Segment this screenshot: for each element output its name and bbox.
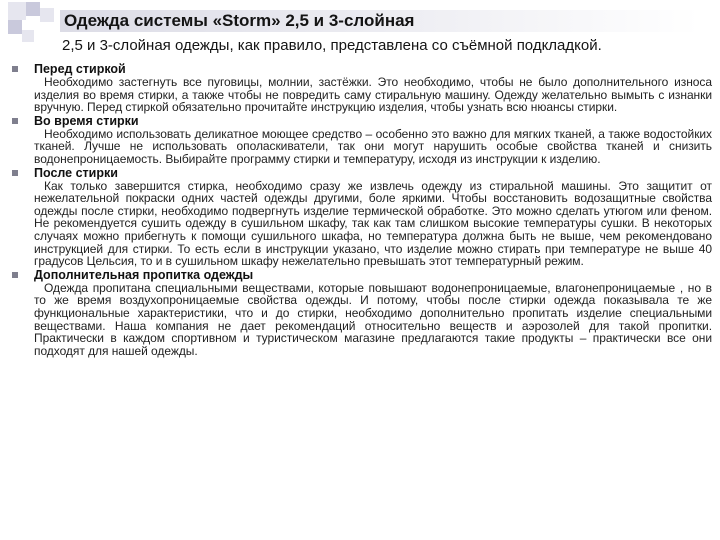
decor-square	[40, 8, 54, 22]
decor-square	[8, 2, 26, 20]
section-after-wash	[12, 166, 712, 268]
decor-square	[22, 30, 34, 42]
section-text: Необходимо использовать деликатное моющее средство – особенно это важно для мягких тканей, а также водостойких тканей. Лучше не использовать ополаскиватели, так они могут нарушить особые свойства тканей и снизить водонепроницаемость. Выбирайте программу стирки и температуру, исходя из инструкции к изделию.	[34, 126, 712, 166]
bullet-square-icon	[12, 66, 18, 72]
section-heading: После стирки	[34, 165, 118, 180]
section-during-wash	[12, 114, 712, 166]
section-text: Необходимо застегнуть все пуговицы, молнии, застёжки. Это необходимо, чтобы не было дополнительного износа изделия во время стирки, а также чтобы не повредить саму стиральную машину. Одежду желательно вымыть с изнанки вручную. Перед стиркой обязательно прочитайте инструкцию изделия, чтобы узнать всю нюансы стирки.	[34, 75, 712, 115]
bullet-square-icon	[12, 272, 18, 278]
section-heading: Дополнительная пропитка одежды	[34, 267, 254, 282]
section-impregnation	[12, 268, 712, 358]
section-text: Одежда пропитана специальными веществами, которые повышают водонепроницаемые, влагонепроницаемые , но в то же время воздухопроницаемые свойства одежды. И потому, чтобы после стирки одежда показывала те же функциональные характеристики, что и до стирки, необходимо дополнительно пропитать изделие специальными веществами. Наша компания не дает рекомендаций относительно веществ и аэрозолей для такой пропитки. Практически в каждом спортивном и туристическом магазине предлагаются такие продукты – практически все они подходят для нашей одежды.	[34, 280, 712, 358]
section-heading: Перед стиркой	[34, 62, 126, 76]
section-heading: Во время стирки	[34, 113, 139, 128]
slide-content	[12, 62, 712, 357]
slide-title: Одежда системы «Storm» 2,5 и 3-слойная	[64, 11, 415, 30]
section-text: Как только завершится стирка, необходимо сразу же извлечь одежду из стиральной машины. Это защитит от нежелательной покраски одних частей одежды другими, боле яркими. Чтобы восстановить водозащитные свойства одежды после стирки, необходимо подвергнуть изделие термической обработке. Это можно сделать утюгом или феном. Не рекомендуется сушить одежду в сушильном шкафу, так как там слишком высокие температуры сушки. В некоторых случаях можно прибегнуть к помощи сушильного шкафа, но температура должна быть не выше, чем рекомендовано инструкцией для стирки. То есть если в инструкции указано, что изделие можно стирать при температуре не выше 40 градусов Цельсия, то и в сушильном шкафу нежелательно превышать этот температурный режим.	[34, 178, 712, 269]
bullet-square-icon	[12, 118, 18, 124]
decor-square	[8, 20, 22, 34]
section-before-wash	[12, 62, 712, 114]
slide-subtitle: 2,5 и 3-слойная одежды, как правило, представлена со съёмной подкладкой.	[62, 37, 602, 54]
bullet-square-icon	[12, 170, 18, 176]
decor-square	[26, 2, 40, 16]
